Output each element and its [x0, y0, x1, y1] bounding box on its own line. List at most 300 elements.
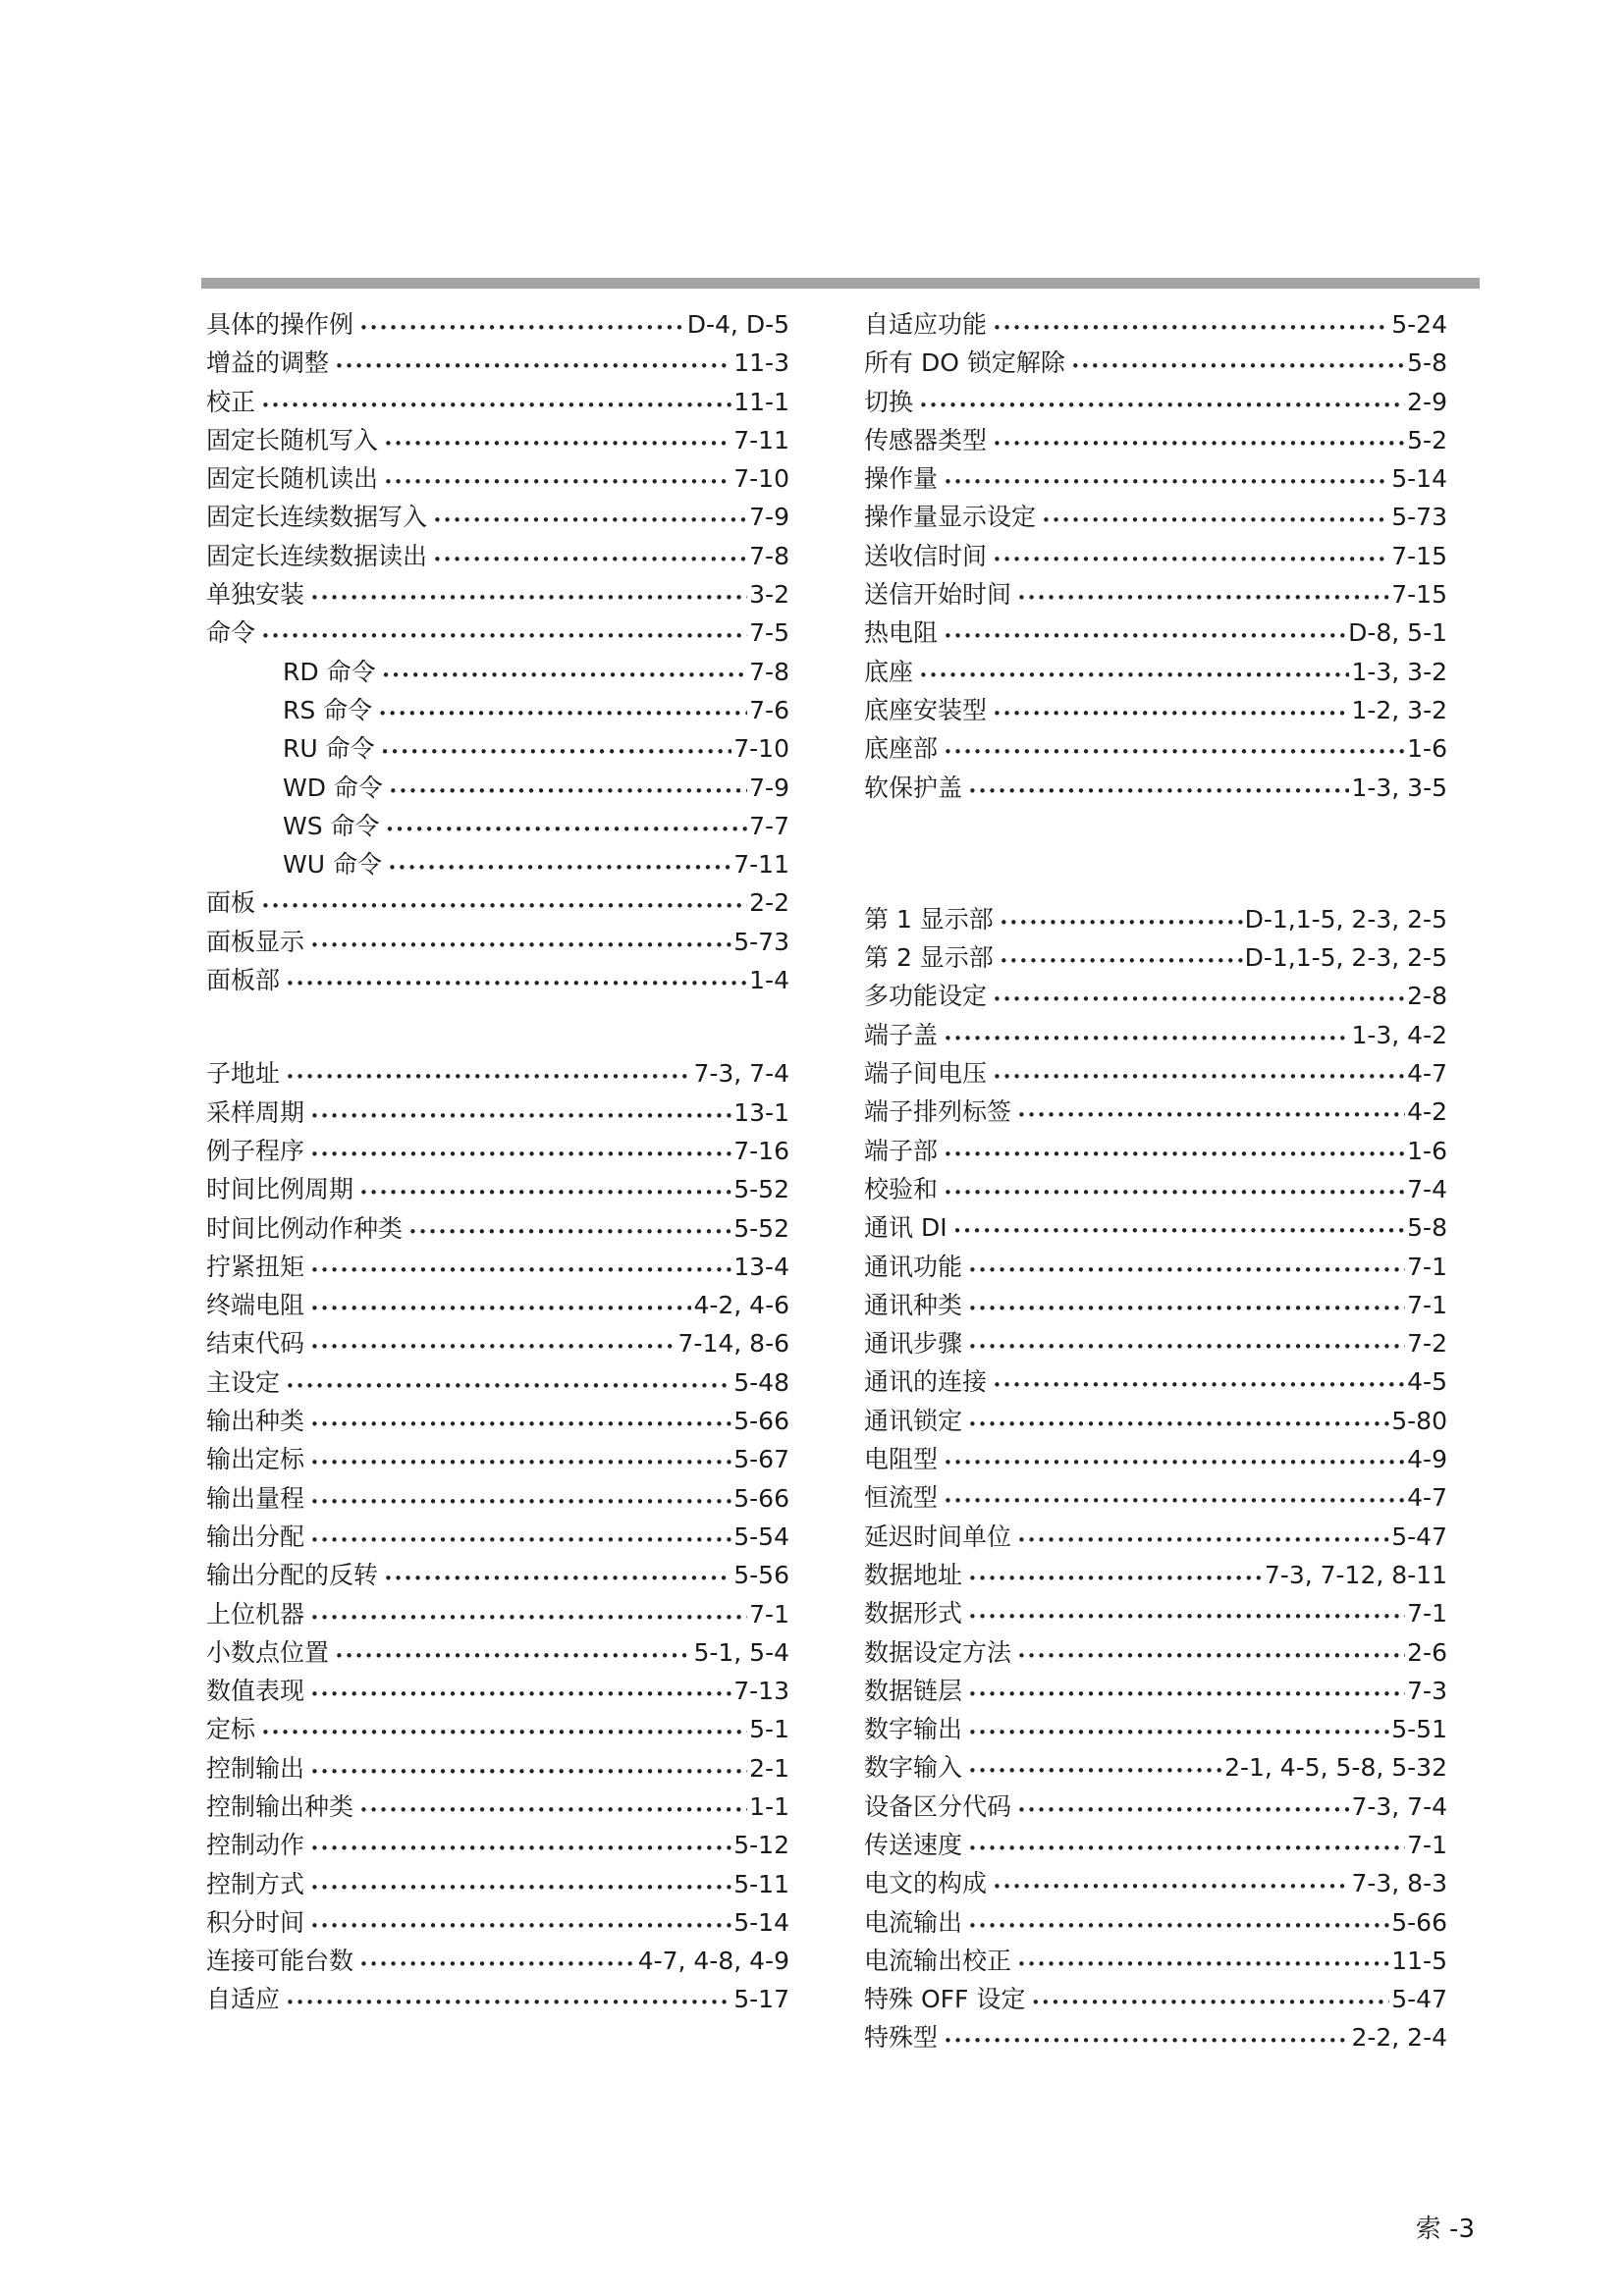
index-term: 命令: [206, 618, 256, 648]
dot-leader: [968, 1752, 1222, 1790]
dot-leader: [1017, 1637, 1405, 1676]
index-pages: 5-51: [1391, 1715, 1447, 1744]
index-term: 第 2 显示部: [864, 943, 994, 973]
dot-leader: [261, 387, 731, 425]
index-entry: [864, 1362, 1447, 1401]
index-entry: [864, 1980, 1447, 2018]
index-entry: [206, 383, 789, 421]
index-pages: 5-8: [1407, 348, 1447, 378]
index-pages: 7-6: [749, 695, 789, 724]
index-entry: [864, 1248, 1447, 1286]
index-entry: [864, 1748, 1447, 1787]
index-entry: [864, 1942, 1447, 1980]
dot-leader: [944, 733, 1405, 772]
index-entry: [206, 1170, 789, 1208]
dot-leader: [1000, 904, 1243, 942]
index-subentry: [206, 807, 789, 845]
index-pages: 7-10: [733, 734, 789, 764]
index-term: 上位机器: [206, 1599, 305, 1629]
index-pages: 7-3: [1407, 1676, 1447, 1705]
dot-leader: [993, 1868, 1349, 1906]
index-entry: [864, 1826, 1447, 1864]
index-term: 面板: [206, 888, 256, 918]
index-pages: 7-14, 8-6: [677, 1329, 789, 1359]
index-pages: 5-66: [1391, 1907, 1447, 1937]
dot-leader: [968, 1252, 1405, 1290]
index-term: 例子程序: [206, 1136, 305, 1165]
index-pages: 2-1: [749, 1753, 789, 1783]
index-term: WD 命令: [283, 773, 383, 802]
index-pages: 7-9: [749, 773, 789, 802]
index-entry: [864, 653, 1447, 691]
dot-leader: [968, 1560, 1263, 1598]
index-entry: [206, 1054, 789, 1093]
index-term: 数据设定方法: [864, 1637, 1012, 1667]
index-pages: 7-4: [1407, 1174, 1447, 1203]
index-pages: 5-14: [1391, 464, 1447, 494]
index-term: WU 命令: [283, 850, 382, 880]
dot-leader: [286, 1367, 731, 1406]
index-pages: 5-67: [733, 1445, 789, 1474]
index-entry: [206, 421, 789, 459]
dot-leader: [310, 579, 747, 617]
index-term: 端子间电压: [864, 1059, 988, 1089]
index-entry: [864, 421, 1447, 459]
index-pages: 5-8: [1407, 1213, 1447, 1243]
index-pages: 2-2, 2-4: [1351, 2023, 1447, 2053]
index-term: 特殊 OFF 设定: [864, 1985, 1026, 2014]
index-entry: [206, 1479, 789, 1518]
dot-leader: [968, 1290, 1405, 1328]
dot-leader: [286, 1058, 691, 1096]
index-pages: 5-14: [733, 1907, 789, 1937]
index-term: 通讯的连接: [864, 1367, 988, 1397]
index-term: 数据形式: [864, 1599, 963, 1629]
index-entry: [206, 1440, 789, 1478]
index-entry: [864, 977, 1447, 1015]
index-term: 输出种类: [206, 1407, 305, 1436]
dot-leader: [261, 1714, 747, 1752]
dot-leader: [968, 1714, 1389, 1752]
index-pages: 5-56: [733, 1561, 789, 1590]
index-pages: 5-52: [733, 1213, 789, 1243]
index-term: 热电阻: [864, 618, 939, 648]
index-entry: [206, 1556, 789, 1594]
index-entry: [206, 1672, 789, 1710]
index-entry: [206, 1324, 789, 1362]
index-entry: [864, 614, 1447, 652]
index-pages: 7-2: [1407, 1329, 1447, 1359]
index-term: 连接可能台数: [206, 1947, 354, 1976]
index-term: 电流输出: [864, 1907, 963, 1937]
index-pages: 7-16: [733, 1136, 789, 1165]
index-term: 数字输出: [864, 1715, 963, 1744]
index-entry: [864, 1556, 1447, 1594]
index-entry: [864, 1903, 1447, 1942]
index-term: 固定长随机读出: [206, 464, 379, 494]
index-pages: 11-1: [733, 387, 789, 416]
page-number: 索 -3: [1415, 2215, 1475, 2244]
index-term: 积分时间: [206, 1907, 305, 1937]
group-gap: [206, 999, 789, 1054]
dot-leader: [968, 1406, 1389, 1444]
index-term: 面板部: [206, 966, 281, 995]
dot-leader: [381, 733, 732, 772]
index-term: 自适应: [206, 1985, 281, 2014]
index-entry: [864, 1132, 1447, 1170]
index-entry: [864, 1594, 1447, 1632]
index-entry: [864, 769, 1447, 807]
index-term: 特殊型: [864, 2023, 939, 2053]
index-term: 定标: [206, 1715, 256, 1744]
dot-leader: [359, 1174, 731, 1212]
index-term: 延迟时间单位: [864, 1522, 1012, 1551]
index-term: 具体的操作例: [206, 310, 354, 339]
dot-leader: [1017, 1096, 1405, 1135]
dot-leader: [919, 657, 1349, 695]
index-entry: [206, 1132, 789, 1170]
index-term: 电阻型: [864, 1445, 939, 1474]
index-pages: D-4, D-5: [686, 310, 789, 339]
index-entry: [206, 575, 789, 614]
index-entry: [864, 1402, 1447, 1440]
index-pages: 1-6: [1407, 734, 1447, 764]
index-term: 输出量程: [206, 1483, 305, 1513]
index-pages: 7-1: [1407, 1599, 1447, 1629]
index-group: [206, 1054, 789, 2018]
dot-leader: [310, 1252, 731, 1290]
index-entry: [206, 961, 789, 999]
index-term: 增益的调整: [206, 348, 330, 378]
index-entry: [206, 1094, 789, 1132]
index-entry: [864, 498, 1447, 536]
index-entry: [206, 344, 789, 382]
group-gap: [864, 807, 1447, 900]
dot-leader: [993, 695, 1349, 733]
index-pages: 2-1, 4-5, 5-8, 5-32: [1224, 1753, 1447, 1783]
index-term: 校验和: [864, 1174, 939, 1203]
dot-leader: [968, 1830, 1405, 1868]
index-term: 底座安装型: [864, 695, 988, 724]
dot-leader: [261, 617, 747, 656]
index-entry: [864, 1518, 1447, 1556]
dot-leader: [993, 981, 1405, 1019]
index-pages: 7-1: [1407, 1252, 1447, 1281]
index-subentry: [206, 729, 789, 768]
dot-leader: [310, 1406, 731, 1444]
index-term: 传感器类型: [864, 425, 988, 454]
index-term: 第 1 显示部: [864, 904, 994, 934]
dot-leader: [335, 1637, 691, 1676]
index-pages: 4-7, 4-8, 4-9: [637, 1947, 789, 1976]
index-entry: [206, 1518, 789, 1556]
index-entry: [206, 1826, 789, 1864]
dot-leader: [310, 1599, 747, 1637]
index-entry: [864, 1710, 1447, 1748]
dot-leader: [968, 1907, 1389, 1946]
dot-leader: [286, 1984, 731, 2022]
index-pages: 1-3, 3-2: [1351, 657, 1447, 686]
dot-leader: [1017, 579, 1389, 617]
index-term: 时间比例周期: [206, 1175, 354, 1204]
index-pages: 1-2, 3-2: [1351, 695, 1447, 724]
index-term: 通讯步骤: [864, 1329, 963, 1359]
index-entry: [864, 1864, 1447, 1902]
index-term: 小数点位置: [206, 1637, 330, 1667]
index-pages: 7-8: [749, 541, 789, 570]
index-entry: [864, 729, 1447, 768]
index-pages: 5-47: [1391, 1522, 1447, 1551]
index-term: 主设定: [206, 1367, 281, 1397]
dot-leader: [944, 1482, 1405, 1521]
dot-leader: [944, 1020, 1349, 1058]
index-group: [864, 900, 1447, 2057]
dot-leader: [310, 1907, 731, 1946]
dot-leader: [310, 1136, 731, 1174]
dot-leader: [1017, 1946, 1389, 1984]
index-term: 数据链层: [864, 1676, 963, 1705]
index-entry: [864, 305, 1447, 344]
index-term: RS 命令: [283, 695, 373, 724]
index-term: 通讯锁定: [864, 1406, 963, 1435]
index-pages: 5-73: [1391, 503, 1447, 532]
index-pages: 7-3, 8-3: [1351, 1869, 1447, 1898]
dot-leader: [993, 1058, 1405, 1096]
index-term: 控制输出: [206, 1753, 305, 1783]
dot-leader: [944, 617, 1346, 656]
index-pages: 7-5: [749, 618, 789, 648]
index-pages: 7-3, 7-12, 8-11: [1264, 1560, 1447, 1589]
dot-leader: [944, 1444, 1405, 1482]
index-entry: [864, 938, 1447, 977]
index-pages: 1-6: [1407, 1136, 1447, 1165]
index-term: 端子部: [864, 1136, 939, 1165]
index-column-left: [206, 305, 789, 2019]
index-entry: [206, 1286, 789, 1324]
dot-leader: [286, 965, 747, 1003]
index-entry: [864, 900, 1447, 938]
index-pages: 5-54: [733, 1522, 789, 1551]
dot-leader: [953, 1212, 1406, 1251]
dot-leader: [919, 387, 1405, 425]
index-entry: [206, 614, 789, 652]
index-pages: 5-47: [1391, 1985, 1447, 2014]
dot-leader: [968, 1676, 1405, 1714]
index-term: 单独安装: [206, 580, 305, 610]
dot-leader: [310, 1522, 731, 1560]
index-subentry: [206, 845, 789, 883]
index-entry: [206, 498, 789, 536]
index-pages: 11-5: [1391, 1946, 1447, 1975]
dot-leader: [968, 773, 1349, 811]
index-pages: 2-6: [1407, 1637, 1447, 1667]
dot-leader: [408, 1213, 731, 1252]
index-pages: 7-10: [733, 464, 789, 494]
index-pages: 5-24: [1391, 310, 1447, 339]
index-term: 软保护盖: [864, 773, 963, 802]
index-subentry: [206, 769, 789, 807]
dot-leader: [433, 502, 747, 540]
index-pages: 5-1: [749, 1715, 789, 1744]
index-term: 送信开始时间: [864, 580, 1012, 610]
dot-leader: [335, 347, 731, 386]
index-subentry: [206, 691, 789, 729]
index-term: 输出分配: [206, 1522, 305, 1551]
header-rule: [201, 278, 1480, 289]
index-pages: 4-7: [1407, 1483, 1447, 1513]
dot-leader: [261, 887, 747, 926]
index-entry: [206, 883, 789, 922]
dot-leader: [310, 1328, 677, 1366]
index-term: 所有 DO 锁定解除: [864, 348, 1065, 378]
dot-leader: [310, 1676, 731, 1714]
index-pages: 7-15: [1391, 541, 1447, 570]
index-term: 子地址: [206, 1059, 281, 1089]
dot-leader: [1042, 502, 1389, 540]
dot-leader: [384, 1560, 731, 1598]
index-group: [206, 305, 789, 999]
index-pages: 3-2: [749, 580, 789, 610]
index-pages: 7-15: [1391, 580, 1447, 610]
index-entry: [206, 1402, 789, 1440]
index-entry: [864, 691, 1447, 729]
index-entry: [206, 1710, 789, 1748]
dot-leader: [384, 425, 731, 463]
dot-leader: [944, 2022, 1349, 2060]
index-subentry: [206, 653, 789, 691]
index-term: 终端电阻: [206, 1291, 305, 1320]
index-pages: 4-2: [1407, 1097, 1447, 1127]
index-term: 通讯种类: [864, 1290, 963, 1319]
index-entry: [206, 1209, 789, 1248]
dot-leader: [993, 541, 1389, 579]
index-term: 送收信时间: [864, 541, 988, 570]
index-term: 控制方式: [206, 1869, 305, 1898]
index-pages: 13-4: [733, 1252, 789, 1281]
index-term: 固定长连续数据写入: [206, 503, 428, 532]
index-entry: [206, 1788, 789, 1826]
dot-leader: [944, 1136, 1405, 1174]
index-term: 输出分配的反转: [206, 1561, 379, 1590]
dot-leader: [388, 849, 731, 887]
index-pages: 5-52: [733, 1175, 789, 1204]
index-pages: 2-8: [1407, 982, 1447, 1011]
index-entry: [206, 1749, 789, 1788]
index-pages: 5-48: [733, 1367, 789, 1397]
index-pages: 7-1: [749, 1599, 789, 1629]
index-term: 时间比例动作种类: [206, 1213, 404, 1243]
dot-leader: [378, 695, 747, 733]
dot-leader: [433, 541, 747, 579]
index-pages: 7-3, 7-4: [693, 1059, 789, 1089]
index-term: 传送速度: [864, 1830, 963, 1859]
dot-leader: [1071, 347, 1405, 386]
index-term: 采样周期: [206, 1097, 305, 1127]
index-term: 校正: [206, 387, 256, 416]
dot-leader: [310, 1483, 731, 1522]
index-pages: D-1,1-5, 2-3, 2-5: [1244, 904, 1447, 934]
index-pages: 7-7: [749, 811, 789, 840]
index-pages: 7-11: [733, 850, 789, 880]
dot-leader: [1017, 1791, 1349, 1830]
index-term: 多功能设定: [864, 982, 988, 1011]
dot-leader: [310, 1097, 731, 1136]
index-term: WS 命令: [283, 811, 380, 840]
index-term: 结束代码: [206, 1329, 305, 1359]
index-pages: 4-5: [1407, 1367, 1447, 1397]
dot-leader: [310, 1869, 731, 1907]
dot-leader: [993, 1366, 1405, 1405]
dot-leader: [310, 1290, 691, 1328]
index-pages: 5-17: [733, 1985, 789, 2014]
index-entry: [864, 1788, 1447, 1826]
index-entry: [864, 1016, 1447, 1054]
index-term: 端子排列标签: [864, 1097, 1012, 1127]
index-term: 自适应功能: [864, 310, 988, 339]
index-pages: 5-73: [733, 927, 789, 956]
index-entry: [864, 1170, 1447, 1208]
index-entry: [206, 1980, 789, 2018]
dot-leader: [386, 811, 748, 849]
index-pages: D-8, 5-1: [1348, 618, 1447, 648]
index-term: 操作量显示设定: [864, 503, 1037, 532]
index-term: 控制动作: [206, 1831, 305, 1860]
index-entry: [206, 1942, 789, 1980]
dot-leader: [389, 773, 747, 811]
index-term: 固定长连续数据读出: [206, 541, 428, 570]
index-pages: 1-3, 4-2: [1351, 1020, 1447, 1049]
index-entry: [206, 1363, 789, 1402]
index-term: 输出定标: [206, 1445, 305, 1474]
index-entry: [206, 923, 789, 961]
index-entry: [206, 1248, 789, 1286]
dot-leader: [993, 309, 1389, 347]
index-term: 控制输出种类: [206, 1791, 354, 1821]
index-term: 拧紧扭矩: [206, 1252, 305, 1281]
index-pages: 5-11: [733, 1869, 789, 1898]
index-pages: 5-66: [733, 1407, 789, 1436]
index-pages: D-1,1-5, 2-3, 2-5: [1244, 943, 1447, 973]
dot-leader: [310, 1830, 731, 1868]
index-pages: 1-3, 3-5: [1351, 773, 1447, 802]
index-entry: [206, 1633, 789, 1672]
index-term: 数值表现: [206, 1677, 305, 1706]
index-group: [864, 305, 1447, 807]
index-entry: [864, 1478, 1447, 1517]
dot-leader: [359, 1946, 636, 1984]
index-pages: 7-3, 7-4: [1351, 1791, 1447, 1821]
index-entry: [206, 1865, 789, 1903]
index-pages: 7-8: [749, 657, 789, 686]
index-term: 电文的构成: [864, 1869, 988, 1898]
index-pages: 4-7: [1407, 1059, 1447, 1089]
index-term: 底座: [864, 657, 914, 686]
dot-leader: [993, 425, 1405, 463]
index-entry: [206, 1903, 789, 1942]
index-entry: [864, 459, 1447, 498]
index-pages: 13-1: [733, 1097, 789, 1127]
index-term: 底座部: [864, 734, 939, 764]
index-pages: 2-2: [749, 888, 789, 918]
index-pages: 7-1: [1407, 1830, 1447, 1859]
index-entry: [864, 1324, 1447, 1362]
index-entry: [864, 537, 1447, 575]
index-pages: 5-1, 5-4: [693, 1637, 789, 1667]
dot-leader: [1017, 1522, 1389, 1560]
dot-leader: [1031, 1984, 1389, 2022]
index-pages: 4-9: [1407, 1445, 1447, 1474]
index-entry: [864, 1286, 1447, 1324]
